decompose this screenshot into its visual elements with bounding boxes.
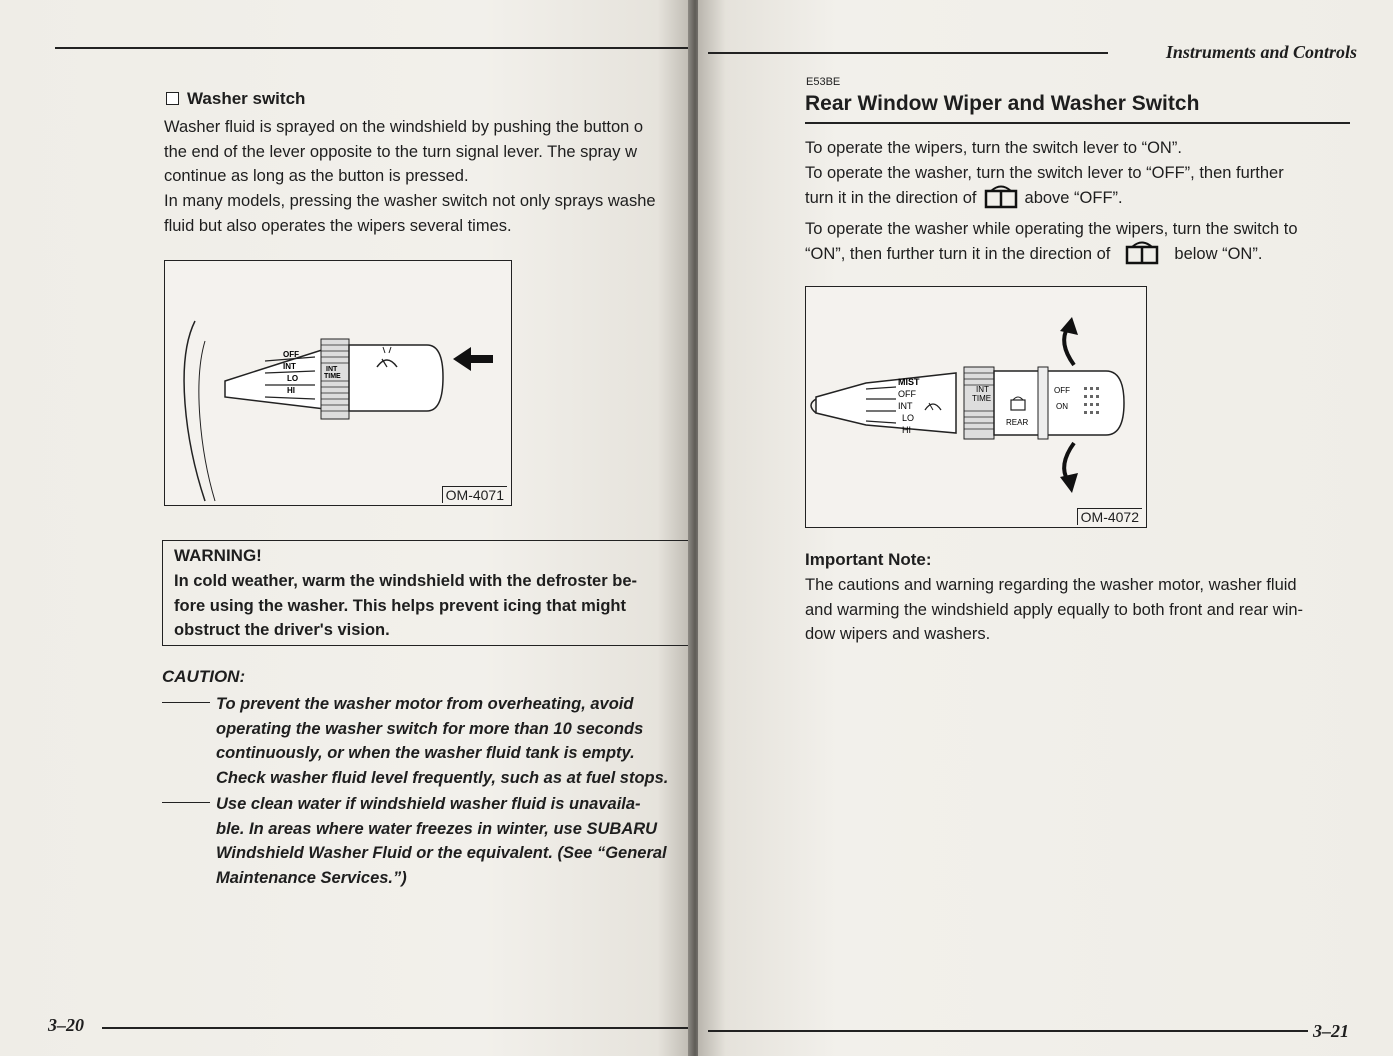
lever-label-off: OFF xyxy=(898,389,916,399)
washer-switch-para1: Washer fluid is sprayed on the windshield by pushing the button o the end of the lever opposite to the turn signal lever. The spray w continue as long as the button is pressed. xyxy=(164,118,644,185)
lever-label-int: INT xyxy=(898,401,913,411)
figure-om-4072 xyxy=(805,286,1147,528)
section-title: Rear Window Wiper and Washer Switch xyxy=(805,92,1200,115)
page-number: 3–21 xyxy=(1313,1021,1349,1041)
important-note-text: The cautions and warning regarding the washer motor, washer fluid and warming the windshield apply equally to both front and rear win- dow wipers and washers. xyxy=(805,576,1304,643)
lever-label-off: OFF xyxy=(283,350,299,359)
lever-label-int: INT xyxy=(283,362,296,371)
warning-box xyxy=(162,540,692,646)
warning-text: In cold weather, warm the windshield with the defroster be- fore using the washer. This helps prevent icing that might obstruct the driver's vision. xyxy=(174,572,637,639)
footer-rule xyxy=(102,1027,690,1029)
title-rule xyxy=(805,122,1350,124)
important-note-title: Important Note: xyxy=(805,550,932,569)
lever-label-rear: REAR xyxy=(1006,418,1029,427)
washer-switch-heading: Washer switch xyxy=(166,87,305,112)
rear-wiper-lever-illustration xyxy=(806,287,1146,527)
lever-label-int-time-1: INT xyxy=(976,385,989,394)
washer-switch-para2: In many models, pressing the washer switch not only sprays washe fluid but also operates the wipers several times. xyxy=(164,192,656,235)
rear-washer-direction-icon xyxy=(983,185,1019,217)
figure-om-4071 xyxy=(164,260,512,506)
rear-washer-direction-icon xyxy=(1124,241,1160,273)
caution-title: CAUTION: xyxy=(162,667,246,686)
push-arrow-icon xyxy=(453,347,493,371)
lever-label-hi: HI xyxy=(287,386,295,395)
footer-rule xyxy=(708,1030,1308,1032)
left-page xyxy=(0,0,692,1056)
lever-label-lo: LO xyxy=(902,413,915,423)
figure-label: OM-4072 xyxy=(1077,508,1142,525)
checkbox-icon xyxy=(166,92,179,105)
lever-label-on-rear: ON xyxy=(1056,402,1068,411)
figure-label: OM-4071 xyxy=(442,486,507,503)
lever-label-int-time-2: TIME xyxy=(972,394,992,403)
running-header: Instruments and Controls xyxy=(1165,42,1357,62)
header-rule xyxy=(55,47,690,49)
lever-label-mist: MIST xyxy=(898,377,920,387)
right-page xyxy=(698,0,1393,1056)
lever-label-int-time-1: INT xyxy=(326,366,338,373)
rotate-up-arrow-icon xyxy=(1060,317,1078,365)
rear-wiper-instructions: To operate the wipers, turn the switch lever to “ON”. To operate the washer, turn the switch lever to “OFF”, then further turn it in the direction of above “OFF”. To operate the washer while operating the wipers, turn the switch to “ON”, then further turn it in the direction of below “ON”. xyxy=(805,136,1365,273)
lever-label-off-rear: OFF xyxy=(1054,386,1070,395)
warning-title: WARNING! xyxy=(174,546,262,565)
lever-label-lo: LO xyxy=(287,374,299,383)
lever-label-hi: HI xyxy=(902,425,911,435)
header-rule xyxy=(708,52,1108,54)
caution-item: Use clean water if windshield washer fluid is unavaila- ble. In areas where water freezes in winter, use SUBARU Windshield Washer Fluid or the equivalent. (See “General Maintenance Services.”) xyxy=(162,792,692,890)
page-number: 3–20 xyxy=(48,1015,84,1035)
rotate-down-arrow-icon xyxy=(1060,443,1078,493)
caution-item: To prevent the washer motor from overheating, avoid operating the washer switch for more than 10 seconds continuously, or when the washer fluid tank is empty. Check washer fluid level frequently, such as at fuel stops. xyxy=(162,692,692,790)
lever-label-int-time-2: TIME xyxy=(324,373,341,380)
front-wiper-lever-illustration xyxy=(165,261,511,505)
section-code: E53BE xyxy=(806,76,841,88)
